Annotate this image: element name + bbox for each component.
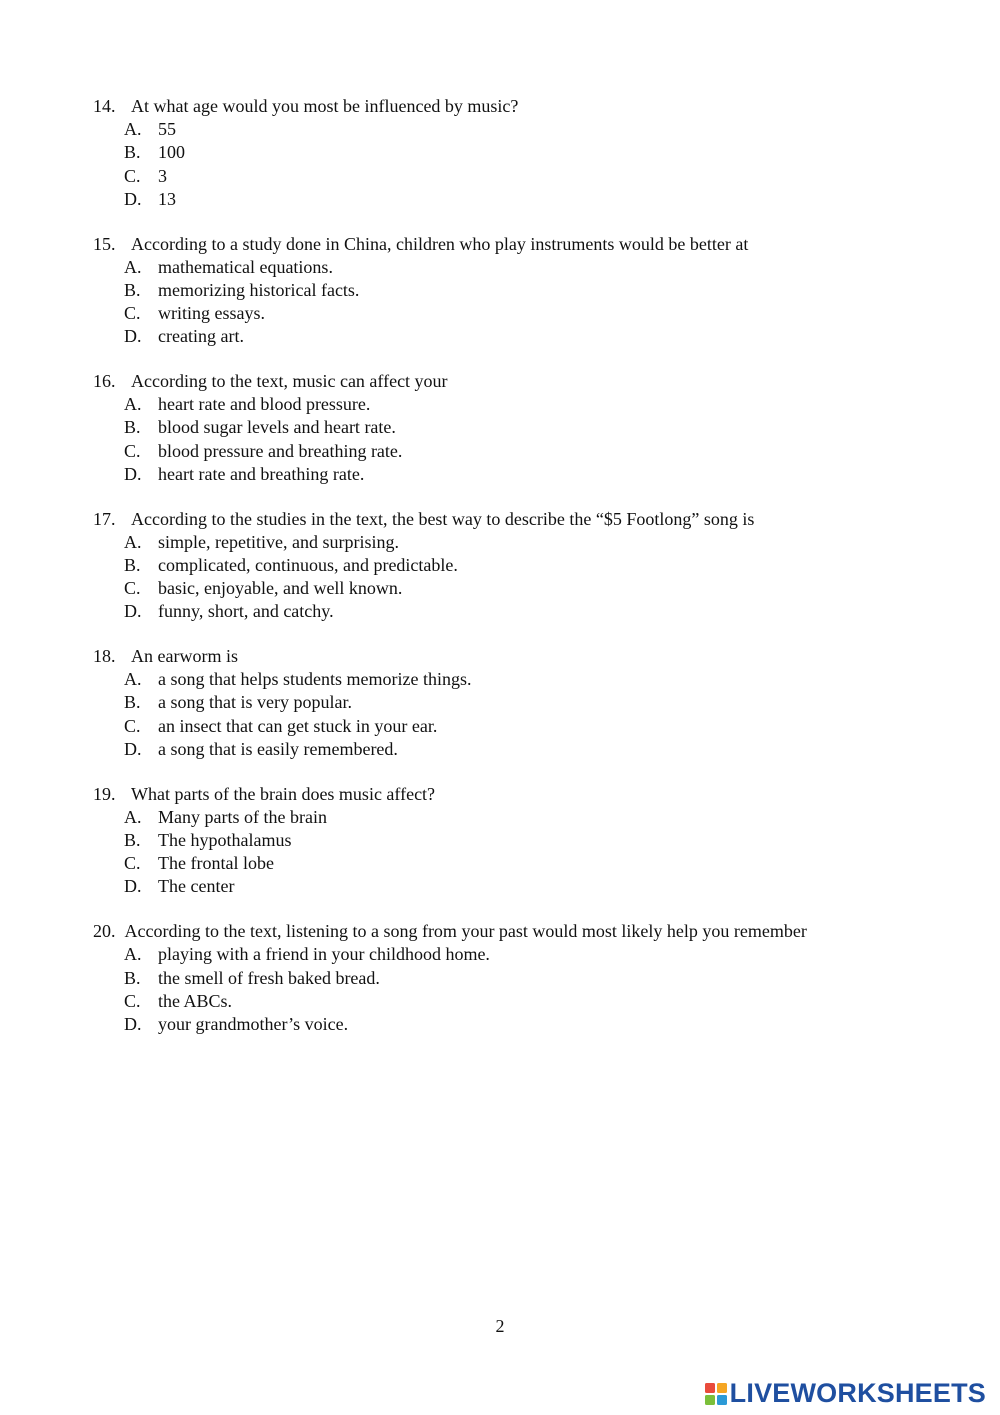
option-letter: C. (124, 715, 141, 736)
option-text: mathematical equations. (158, 256, 333, 277)
option-a[interactable] (93, 806, 853, 829)
option-c[interactable] (93, 577, 853, 600)
option-list (93, 531, 853, 624)
option-list (93, 118, 853, 211)
question-16 (93, 370, 853, 486)
page-number: 2 (495, 1316, 505, 1336)
option-a[interactable] (93, 118, 853, 141)
option-letter: A. (124, 669, 142, 690)
option-text: simple, repetitive, and surprising. (158, 531, 399, 552)
option-letter: B. (124, 829, 141, 850)
option-text: writing essays. (158, 303, 265, 324)
option-text: an insect that can get stuck in your ear. (158, 715, 438, 736)
option-letter: A. (124, 394, 142, 415)
option-text: 55 (158, 119, 176, 140)
option-letter: A. (124, 531, 142, 552)
option-c[interactable] (93, 852, 853, 875)
option-a[interactable] (93, 943, 853, 966)
option-text: complicated, continuous, and predictable. (158, 554, 458, 575)
option-b[interactable] (93, 279, 853, 302)
option-c[interactable] (93, 715, 853, 738)
option-c[interactable] (93, 165, 853, 188)
question-14 (93, 95, 853, 211)
option-c[interactable] (93, 440, 853, 463)
option-b[interactable] (93, 691, 853, 714)
option-d[interactable] (93, 875, 853, 898)
option-letter: C. (124, 853, 141, 874)
option-text: heart rate and breathing rate. (158, 463, 365, 484)
option-letter: C. (124, 303, 141, 324)
option-text: your grandmother’s voice. (158, 1013, 349, 1034)
question-number: 19. (93, 783, 116, 804)
question-number: 14. (93, 96, 116, 116)
question-number: 17. (93, 508, 116, 529)
option-list (93, 668, 853, 761)
option-c[interactable] (93, 990, 853, 1013)
option-letter: B. (124, 279, 141, 300)
option-text: memorizing historical facts. (158, 279, 360, 300)
option-list (93, 256, 853, 349)
option-text: Many parts of the brain (158, 806, 327, 827)
question-text: According to a study done in China, children who play instruments would be better at (131, 233, 749, 254)
option-a[interactable] (93, 668, 853, 691)
option-list (93, 806, 853, 899)
option-letter: D. (124, 1013, 142, 1034)
option-b[interactable] (93, 416, 853, 439)
option-list (93, 393, 853, 486)
option-b[interactable] (93, 967, 853, 990)
option-text: The center (158, 876, 235, 897)
option-text: heart rate and blood pressure. (158, 394, 371, 415)
option-letter: D. (124, 876, 142, 897)
option-letter: A. (124, 944, 142, 965)
option-letter: C. (124, 990, 141, 1011)
option-d[interactable] (93, 188, 853, 211)
option-letter: C. (124, 440, 141, 461)
option-letter: B. (124, 967, 141, 988)
option-letter: A. (124, 806, 142, 827)
option-letter: B. (124, 142, 141, 163)
question-17 (93, 508, 853, 624)
question-15 (93, 233, 853, 349)
option-letter: D. (124, 188, 142, 209)
option-letter: A. (124, 256, 142, 277)
option-d[interactable] (93, 1013, 853, 1036)
option-text: a song that helps students memorize things. (158, 669, 472, 690)
question-19 (93, 783, 853, 899)
option-c[interactable] (93, 302, 853, 325)
question-text: What parts of the brain does music affect? (131, 783, 436, 804)
question-text: According to the text, listening to a song from your past would most likely help you remember (124, 921, 807, 942)
option-b[interactable] (93, 554, 853, 577)
option-letter: B. (124, 417, 141, 438)
option-letter: D. (124, 601, 142, 622)
option-letter: B. (124, 692, 141, 713)
option-text: funny, short, and catchy. (158, 601, 334, 622)
option-letter: D. (124, 463, 142, 484)
option-letter: C. (124, 165, 141, 186)
liveworksheets-brand[interactable] (705, 1378, 986, 1409)
option-b[interactable] (93, 141, 853, 164)
option-letter: B. (124, 554, 141, 575)
question-text: An earworm is (131, 646, 238, 667)
option-text: a song that is very popular. (158, 692, 352, 713)
option-text: 100 (158, 142, 185, 163)
option-text: 13 (158, 188, 176, 209)
option-text: the ABCs. (158, 990, 233, 1011)
option-b[interactable] (93, 829, 853, 852)
option-d[interactable] (93, 600, 853, 623)
option-text: The hypothalamus (158, 829, 292, 850)
question-number: 16. (93, 371, 116, 392)
question-text: At what age would you most be influenced by music? (131, 96, 519, 116)
option-letter: D. (124, 326, 142, 347)
option-letter: C. (124, 578, 141, 599)
option-d[interactable] (93, 463, 853, 486)
question-list (93, 95, 853, 1058)
option-letter: A. (124, 119, 142, 140)
option-text: basic, enjoyable, and well known. (158, 578, 403, 599)
option-text: the smell of fresh baked bread. (158, 967, 380, 988)
option-text: blood pressure and breathing rate. (158, 440, 403, 461)
option-d[interactable] (93, 325, 853, 348)
option-text: The frontal lobe (158, 853, 274, 874)
question-20 (93, 920, 853, 1036)
option-letter: D. (124, 738, 142, 759)
option-a[interactable] (93, 256, 853, 279)
liveworksheets-logo-icon (705, 1383, 727, 1405)
option-list (93, 943, 853, 1036)
option-text: blood sugar levels and heart rate. (158, 417, 396, 438)
option-text: 3 (158, 165, 167, 186)
question-number: 18. (93, 646, 116, 667)
option-a[interactable] (93, 393, 853, 416)
option-text: playing with a friend in your childhood home. (158, 944, 490, 965)
option-d[interactable] (93, 738, 853, 761)
question-18 (93, 645, 853, 761)
question-text: According to the studies in the text, the best way to describe the “$5 Footlong” song is (131, 508, 755, 529)
question-text: According to the text, music can affect your (131, 371, 448, 392)
option-text: a song that is easily remembered. (158, 738, 398, 759)
option-text: creating art. (158, 326, 244, 347)
brand-name: LIVEWORKSHEETS (729, 1378, 986, 1408)
question-number: 15. (93, 233, 116, 254)
question-number: 20. (93, 921, 116, 942)
option-a[interactable] (93, 531, 853, 554)
